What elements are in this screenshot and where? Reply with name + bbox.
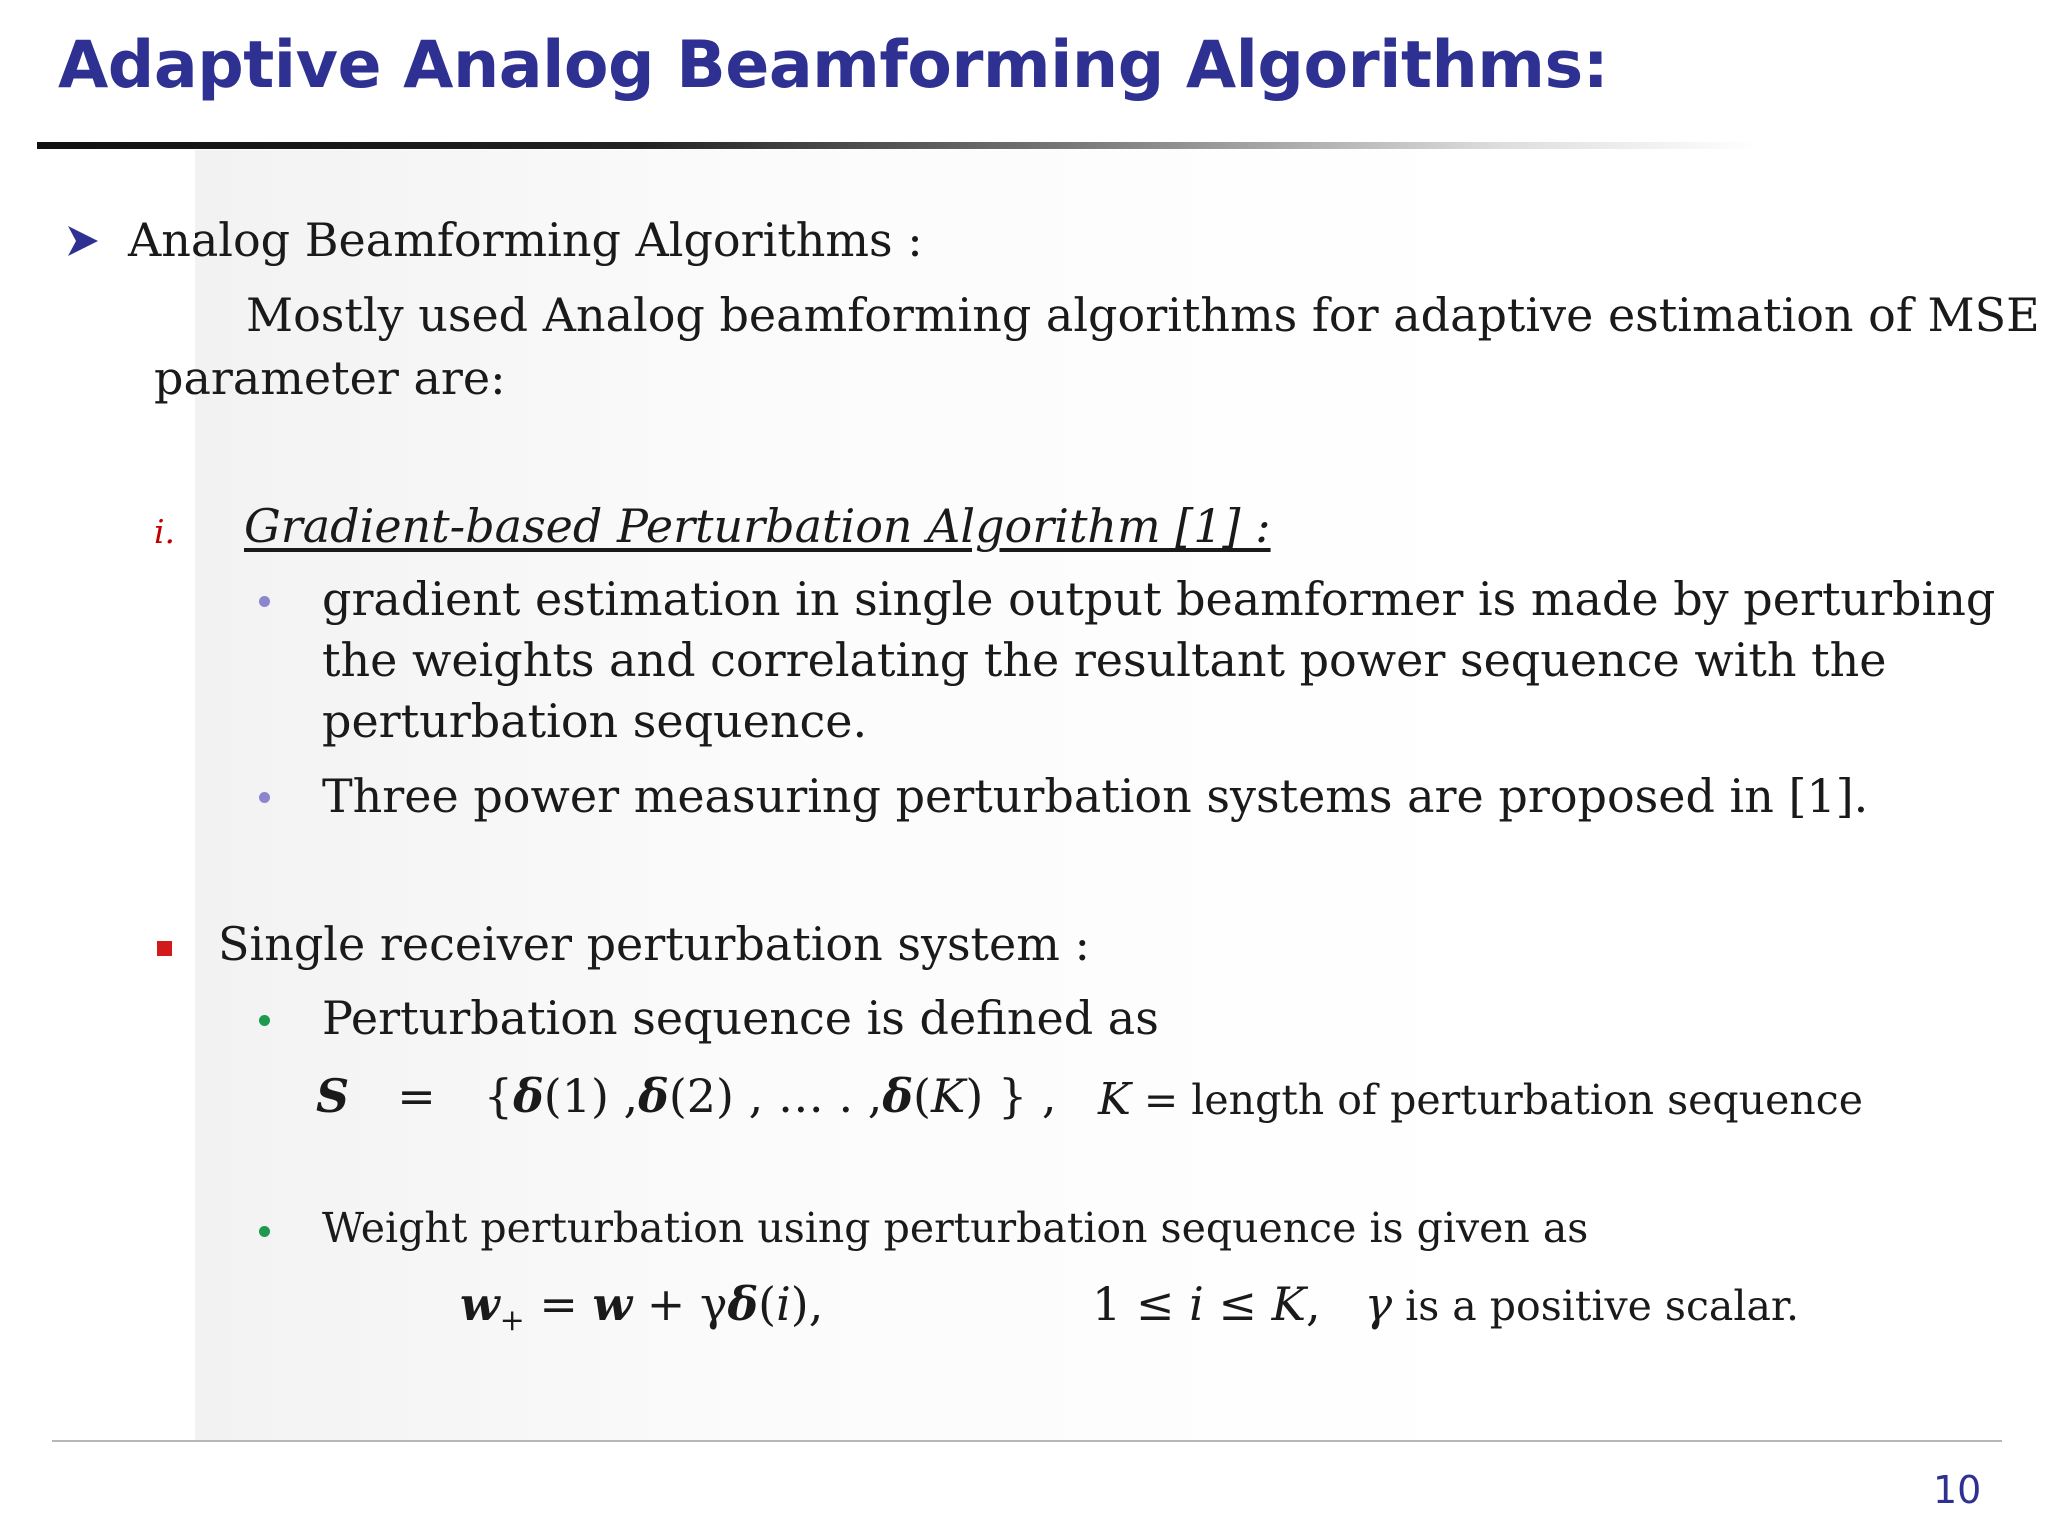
- equation-perturbation-sequence: S = {δ(1) ,δ(2) , … . ,δ(K) } ,: [316, 1069, 1057, 1123]
- item-i-bullet1-line2: the weights and correlating the resultant power sequence with the: [322, 633, 1887, 687]
- arrow-bullet-icon: [66, 224, 100, 258]
- equation-note-k: K = length of perturbation sequence: [1098, 1074, 1863, 1125]
- item-i-bullet2: Three power measuring perturbation systems are proposed in [1].: [322, 769, 1869, 823]
- bullet-dot-icon: [259, 792, 270, 803]
- single-receiver-heading: Single receiver perturbation system :: [218, 917, 1091, 971]
- page-number: 10: [1933, 1468, 1982, 1512]
- slide-title: Adaptive Analog Beamforming Algorithms:: [58, 28, 1609, 103]
- bullet-dot-icon: [259, 1015, 270, 1026]
- perturbation-bullet2: Weight perturbation using perturbation sequence is given as: [322, 1204, 1589, 1252]
- intro-line-1: Mostly used Analog beamforming algorithms for adaptive estimation of MSE: [246, 288, 2040, 342]
- section-heading: Analog Beamforming Algorithms :: [128, 213, 923, 267]
- item-i-heading: Gradient-based Perturbation Algorithm [1] :: [244, 499, 1271, 553]
- footer-divider: [52, 1440, 2002, 1442]
- equation-weight-perturbation: $w_+ = w + \gamma\delta(i)$,: [460, 1277, 824, 1339]
- square-bullet-icon: [157, 941, 172, 956]
- equation-range: 1 ≤ i ≤ K, γ is a positive scalar.: [1092, 1277, 1800, 1331]
- roman-numeral: i.: [154, 512, 176, 551]
- item-i-bullet1-line1: gradient estimation in single output beamformer is made by perturbing: [322, 572, 1996, 626]
- item-i-bullet1-line3: perturbation sequence.: [322, 694, 868, 748]
- bullet-dot-icon: [259, 596, 270, 607]
- perturbation-bullet1: Perturbation sequence is defined as: [322, 991, 1159, 1045]
- bullet-dot-icon: [259, 1226, 270, 1237]
- title-underline: [37, 142, 1757, 149]
- intro-line-2: parameter are:: [154, 351, 506, 405]
